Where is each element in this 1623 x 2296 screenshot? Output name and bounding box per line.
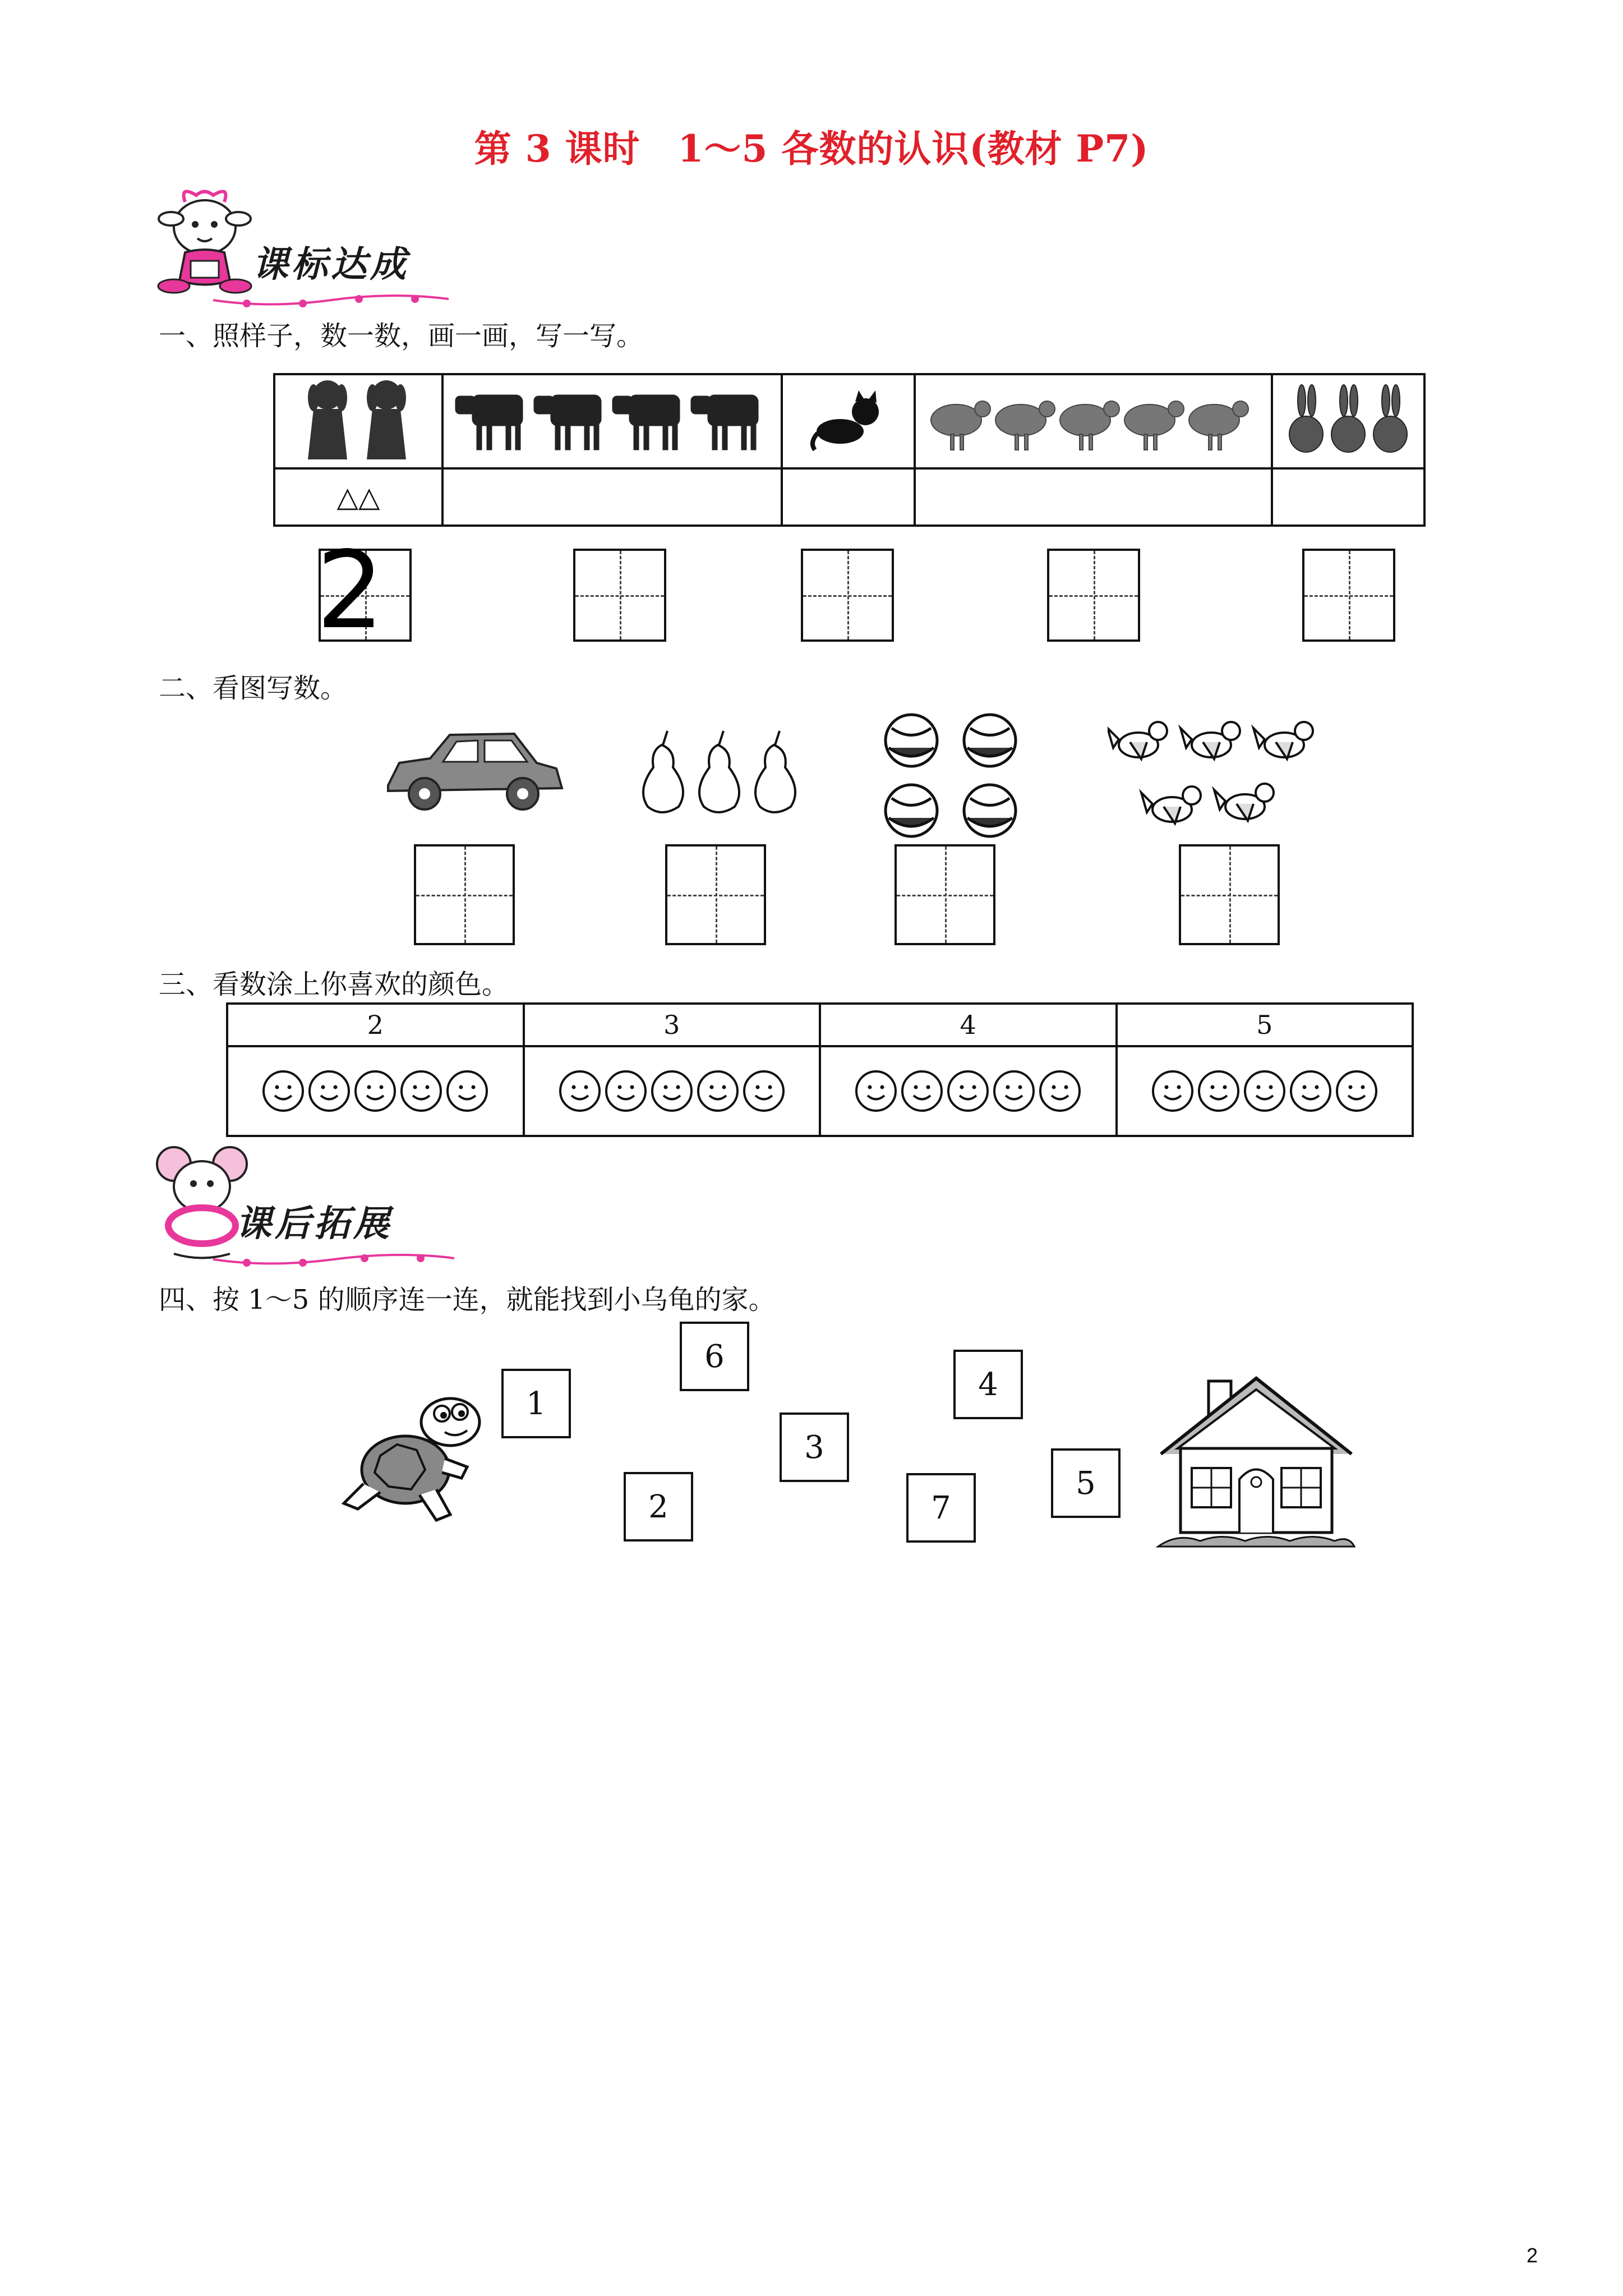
dog-icon	[297, 378, 420, 462]
page-title: 第 3 课时 1～5 各数的认识(教材 P7)	[474, 127, 1149, 171]
smiley-face-icon[interactable]	[445, 1069, 489, 1113]
smiley-face-icon[interactable]	[307, 1069, 351, 1113]
number-box[interactable]: 3	[780, 1412, 849, 1482]
cows-cell	[442, 374, 782, 468]
number-box[interactable]: 1	[501, 1369, 571, 1438]
number-box[interactable]: 7	[906, 1473, 976, 1543]
answer-cell-cows[interactable]	[442, 468, 782, 526]
smiley-face-icon[interactable]	[1151, 1069, 1195, 1113]
writing-box-cat[interactable]	[801, 549, 894, 642]
smiley-face-icon[interactable]	[399, 1069, 443, 1113]
turtle-icon	[341, 1388, 487, 1529]
number-box[interactable]: 4	[953, 1350, 1023, 1419]
q3-header: 4	[820, 1004, 1117, 1046]
rabbit-icon	[1284, 384, 1413, 457]
writing-box-sample	[316, 528, 412, 652]
car-icon	[377, 724, 568, 819]
question-1: 一、照样子，数一数，画一画，写一写。	[159, 320, 644, 352]
q3-faces-cell	[1117, 1046, 1413, 1136]
page-number: 2	[1527, 2244, 1538, 2267]
question-4: 四、按 1～5 的顺序连一连，就能找到小乌龟的家。	[159, 1284, 776, 1315]
smiley-face-icon[interactable]	[1197, 1069, 1241, 1113]
q3-header: 2	[227, 1004, 524, 1046]
smiley-face-icon[interactable]	[696, 1069, 740, 1113]
q1-count-table	[273, 373, 1426, 527]
pear-icon	[634, 728, 808, 818]
chicken-icon	[925, 386, 1262, 454]
number-box[interactable]: 6	[680, 1322, 749, 1391]
writing-box-cows[interactable]	[573, 549, 666, 642]
section-banner-1	[151, 185, 443, 309]
smiley-face-icon[interactable]	[558, 1069, 602, 1113]
cat-icon	[809, 389, 888, 451]
answer-cell-rabbits[interactable]	[1272, 468, 1424, 526]
answer-cell-cat[interactable]	[782, 468, 915, 526]
flower-divider-icon	[213, 289, 449, 311]
smiley-face-icon[interactable]	[353, 1069, 397, 1113]
rabbits-cell	[1272, 374, 1424, 468]
answer-cell-chickens[interactable]	[915, 468, 1272, 526]
cow-icon	[450, 384, 775, 457]
q3-header: 3	[524, 1004, 820, 1046]
smiley-face-icon[interactable]	[650, 1069, 694, 1113]
smiley-face-icon[interactable]	[992, 1069, 1036, 1113]
q2-box-birds[interactable]	[1179, 844, 1280, 945]
question-3: 三、看数涂上你喜欢的颜色。	[159, 969, 509, 1000]
flower-divider-icon	[213, 1248, 454, 1271]
number-box[interactable]: 5	[1051, 1448, 1121, 1518]
q3-faces-cell	[820, 1046, 1117, 1136]
q2-box-car[interactable]	[414, 844, 515, 945]
question-2: 二、看图写数。	[159, 673, 348, 704]
smiley-face-icon[interactable]	[1289, 1069, 1332, 1113]
smiley-face-icon[interactable]	[261, 1069, 305, 1113]
q3-header: 5	[1117, 1004, 1413, 1046]
sample-answer-cell: △△	[274, 468, 442, 526]
section-banner-2	[151, 1142, 465, 1271]
smiley-face-icon[interactable]	[604, 1069, 648, 1113]
house-icon	[1155, 1370, 1357, 1555]
q2-box-balls[interactable]	[895, 844, 995, 945]
smiley-face-icon[interactable]	[1335, 1069, 1378, 1113]
dogs-cell	[274, 374, 442, 468]
q2-box-pears[interactable]	[665, 844, 766, 945]
smiley-face-icon[interactable]	[946, 1069, 990, 1113]
ball-icon	[880, 711, 1026, 846]
bird-icon	[1108, 711, 1332, 840]
section-banner-2-label: 课后拓展	[236, 1203, 393, 1245]
writing-box-chickens[interactable]	[1047, 549, 1140, 642]
section-banner-1-label: 课标达成	[252, 244, 409, 286]
smiley-face-icon[interactable]	[1038, 1069, 1082, 1113]
number-box[interactable]: 2	[624, 1472, 693, 1542]
smiley-face-icon[interactable]	[900, 1069, 944, 1113]
chickens-cell	[915, 374, 1272, 468]
smiley-face-icon[interactable]	[1243, 1069, 1287, 1113]
q3-color-table	[226, 1002, 1414, 1137]
sample-number: 2	[316, 528, 384, 652]
q3-faces-cell	[227, 1046, 524, 1136]
smiley-face-icon[interactable]	[854, 1069, 898, 1113]
smiley-face-icon[interactable]	[742, 1069, 786, 1113]
writing-box-rabbits[interactable]	[1302, 549, 1395, 642]
cat-cell	[782, 374, 915, 468]
q3-faces-cell	[524, 1046, 820, 1136]
